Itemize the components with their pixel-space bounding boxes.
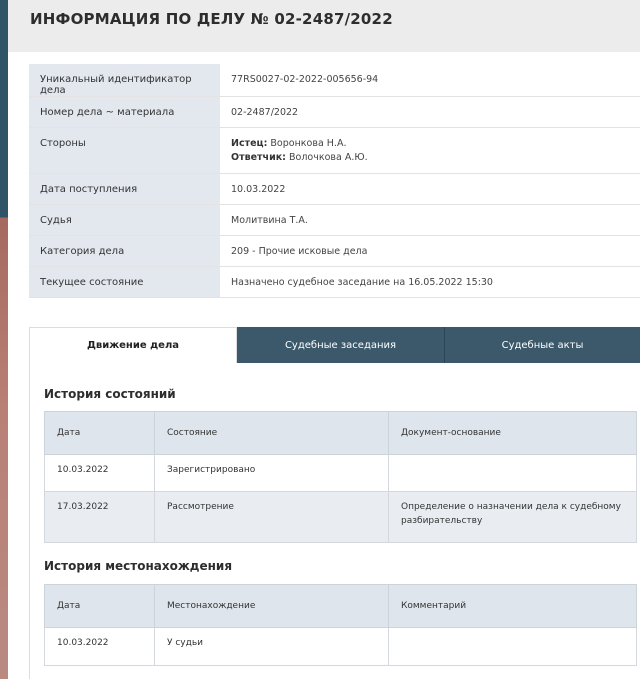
- info-value: 10.03.2022: [220, 174, 640, 205]
- info-key: Стороны: [29, 128, 220, 174]
- info-key: Категория дела: [29, 236, 220, 267]
- table-row: [45, 455, 637, 492]
- info-key: Судья: [29, 205, 220, 236]
- tab-panel-border: [29, 363, 30, 679]
- table-cell: 10.03.2022: [45, 628, 155, 666]
- table-cell: [389, 455, 637, 492]
- tab-case-movement[interactable]: Движение дела: [29, 327, 237, 363]
- column-header: Дата: [45, 412, 155, 455]
- column-header: Дата: [45, 585, 155, 628]
- state-history-title: История состояний: [44, 387, 176, 401]
- info-key: Уникальный идентификатор дела: [29, 64, 220, 97]
- tab-court-acts[interactable]: Судебные акты: [445, 327, 640, 363]
- info-key: Дата поступления: [29, 174, 220, 205]
- info-row-category: [29, 236, 640, 267]
- left-edge-strip: [0, 0, 8, 679]
- table-cell: [389, 628, 637, 666]
- plaintiff-label: Истец:: [231, 138, 268, 149]
- tab-court-sessions[interactable]: Судебные заседания: [237, 327, 445, 363]
- page-header: [8, 0, 640, 52]
- info-row-uid: [29, 64, 640, 97]
- info-value: 209 - Прочие исковые дела: [220, 236, 640, 267]
- defendant-label: Ответчик:: [231, 152, 286, 163]
- info-value: 77RS0027-02-2022-005656-94: [220, 64, 640, 97]
- info-value-parties: [220, 128, 640, 174]
- column-header: Местонахождение: [155, 585, 389, 628]
- table-cell: Рассмотрение: [155, 492, 389, 543]
- info-value: Назначено судебное заседание на 16.05.2022 15:30: [220, 267, 640, 298]
- column-header: Документ-основание: [389, 412, 637, 455]
- info-key: Номер дела ~ материала: [29, 97, 220, 128]
- info-value: Молитвина Т.А.: [220, 205, 640, 236]
- state-history-table: [44, 411, 637, 543]
- case-tabs: [29, 327, 640, 363]
- table-row: [45, 492, 637, 543]
- column-header: Состояние: [155, 412, 389, 455]
- table-header-row: [45, 585, 637, 628]
- table-cell: Определение о назначении дела к судебному разбирательству: [389, 492, 637, 543]
- info-value: 02-2487/2022: [220, 97, 640, 128]
- defendant-name: Волочкова А.Ю.: [289, 152, 368, 163]
- table-row: [45, 628, 637, 666]
- info-row-status: [29, 267, 640, 298]
- info-row-date: [29, 174, 640, 205]
- table-cell: У судьи: [155, 628, 389, 666]
- info-row-judge: [29, 205, 640, 236]
- table-header-row: [45, 412, 637, 455]
- info-row-number: [29, 97, 640, 128]
- table-cell: 17.03.2022: [45, 492, 155, 543]
- table-cell: Зарегистрировано: [155, 455, 389, 492]
- table-cell: 10.03.2022: [45, 455, 155, 492]
- location-history-table: [44, 584, 637, 666]
- plaintiff-name: Воронкова Н.А.: [270, 138, 347, 149]
- info-row-parties: [29, 128, 640, 174]
- case-info-table: [29, 64, 640, 298]
- column-header: Комментарий: [389, 585, 637, 628]
- info-key: Текущее состояние: [29, 267, 220, 298]
- location-history-title: История местонахождения: [44, 559, 233, 573]
- page-title: ИНФОРМАЦИЯ ПО ДЕЛУ № 02-2487/2022: [30, 10, 393, 28]
- case-page: [8, 0, 640, 679]
